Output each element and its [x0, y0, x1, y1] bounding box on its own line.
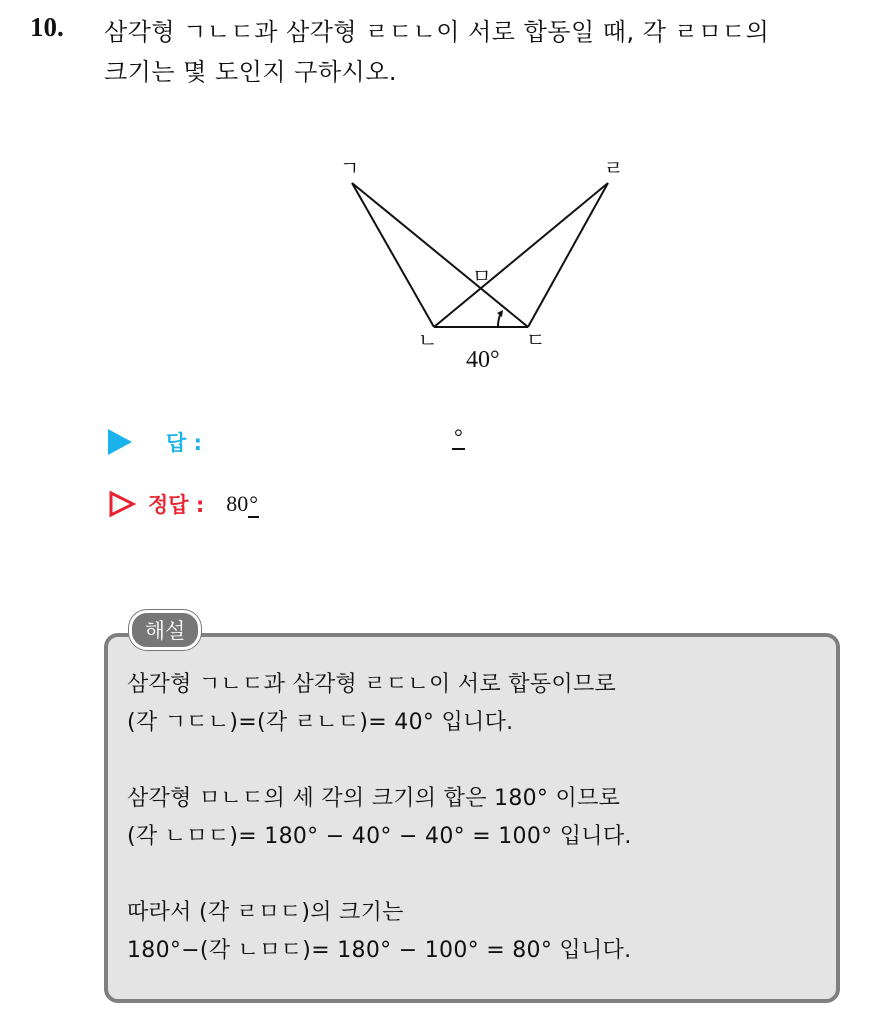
explanation-line: 삼각형 ㄱㄴㄷ과 삼각형 ㄹㄷㄴ이 서로 합동이므로: [127, 672, 617, 697]
explanation-line: [127, 742, 827, 780]
vertex-label-c: ㄷ: [526, 328, 546, 352]
vertex-label-a: ㄱ: [340, 156, 360, 180]
question-line-2: 크기는 몇 도인지 구하시오.: [104, 58, 398, 86]
correct-answer-row: [108, 486, 259, 522]
explanation-line: 180°−(각 ㄴㅁㄷ)= 180° − 100° = 80° 입니다.: [127, 938, 632, 963]
explanation-line: (각 ㄱㄷㄴ)=(각 ㄹㄴㄷ)= 40° 입니다.: [127, 710, 514, 735]
triangle-figure: [320, 145, 624, 385]
question-line-1: 삼각형 ㄱㄴㄷ과 삼각형 ㄹㄷㄴ이 서로 합동일 때, 각 ㄹㅁㄷ의: [104, 18, 770, 46]
angle-label: 40°: [466, 347, 500, 373]
question-text: [104, 12, 874, 92]
vertex-label-d: ㄹ: [604, 156, 624, 180]
explanation-text: [127, 666, 827, 970]
answer-input-slot[interactable]: °: [454, 424, 463, 449]
edge-a-c: [352, 183, 528, 327]
question-number: 10.: [30, 12, 64, 42]
explanation-tab: 해설: [129, 610, 201, 650]
edge-d-c: [528, 183, 608, 327]
vertex-label-b: ㄴ: [418, 328, 438, 352]
explanation-line: [127, 856, 827, 894]
explanation-line: 따라서 (각 ㄹㅁㄷ)의 크기는: [127, 900, 404, 925]
explanation-line: (각 ㄴㅁㄷ)= 180° − 40° − 40° = 100° 입니다.: [127, 824, 632, 849]
answer-label: 답 :: [166, 431, 202, 455]
answer-row: [108, 424, 202, 460]
outline-triangle-icon: [108, 490, 136, 518]
explanation-line: 삼각형 ㅁㄴㄷ의 세 각의 크기의 합은 180° 이므로: [127, 786, 621, 811]
edge-d-b: [434, 183, 608, 327]
correct-label: 정답 :: [148, 493, 205, 517]
edge-a-b: [352, 183, 434, 327]
vertex-label-e: ㅁ: [472, 264, 492, 288]
correct-value: 80°: [226, 491, 259, 516]
play-triangle-icon: [108, 429, 132, 455]
